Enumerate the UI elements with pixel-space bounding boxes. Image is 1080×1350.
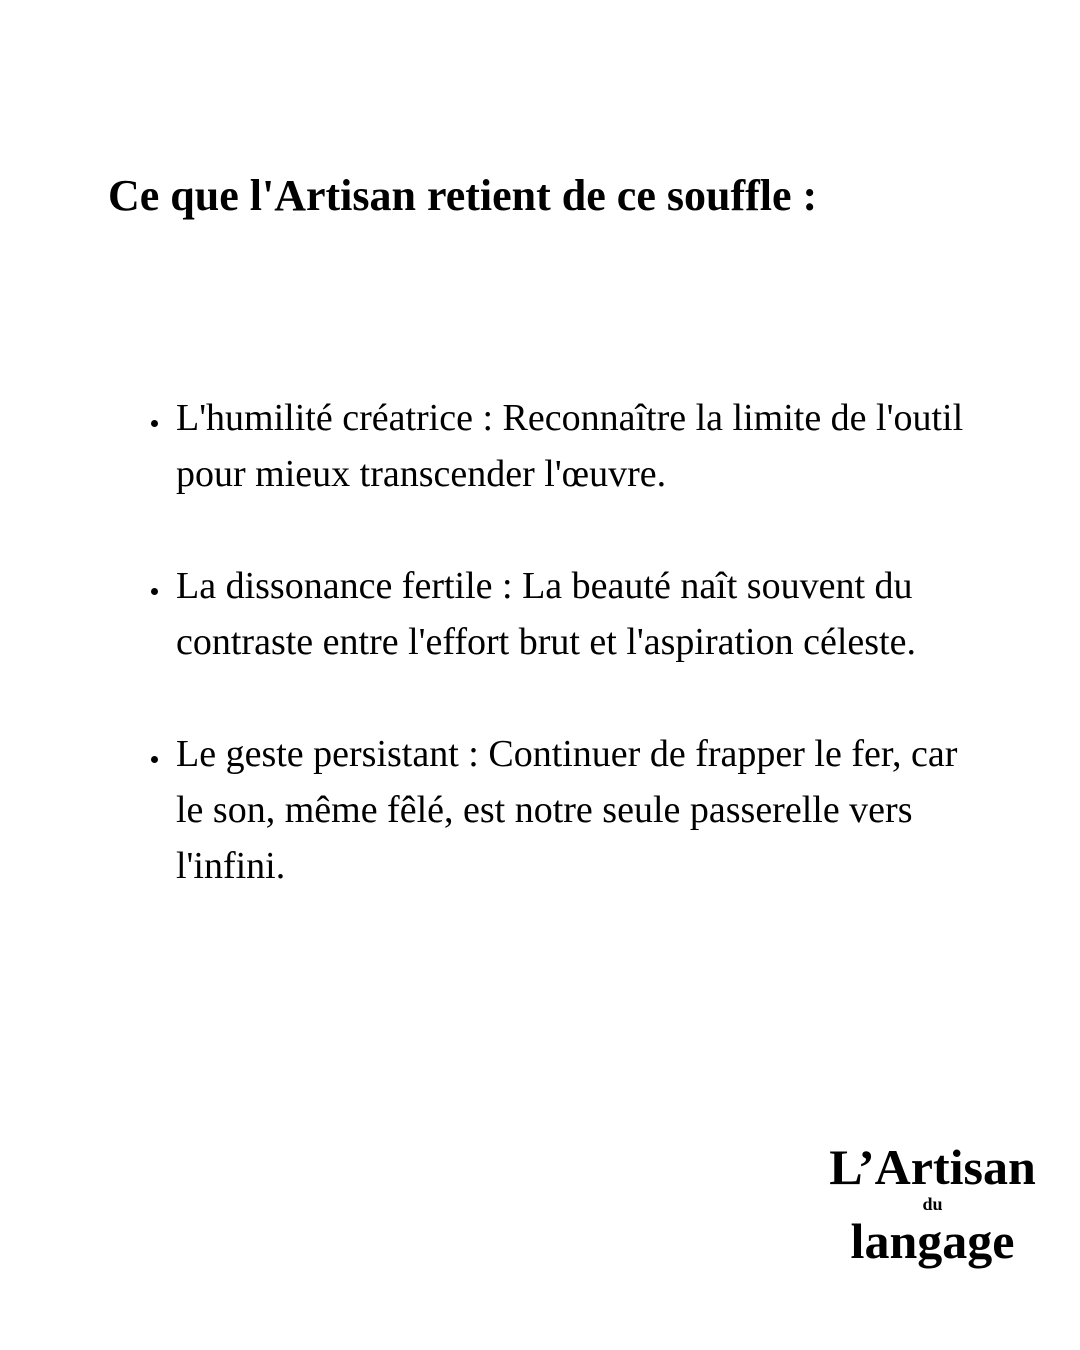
signature-line-1: L’Artisan — [829, 1139, 1036, 1195]
brand-signature — [810, 1140, 1055, 1268]
signature-line-2: du — [922, 1194, 943, 1214]
list-item: La dissonance fertile : La beauté naît souvent du contraste entre l'effort brut et l'aspiration céleste. — [176, 558, 966, 670]
page-title: Ce que l'Artisan retient de ce souffle : — [108, 171, 818, 220]
list-item: L'humilité créatrice : Reconnaître la limite de l'outil pour mieux transcender l'œuvre. — [176, 390, 966, 502]
signature-line-3: langage — [850, 1213, 1015, 1269]
list-item: Le geste persistant : Continuer de frapper le fer, car le son, même fêlé, est notre seule passerelle vers l'infini. — [176, 726, 966, 894]
takeaways-list — [176, 390, 966, 950]
